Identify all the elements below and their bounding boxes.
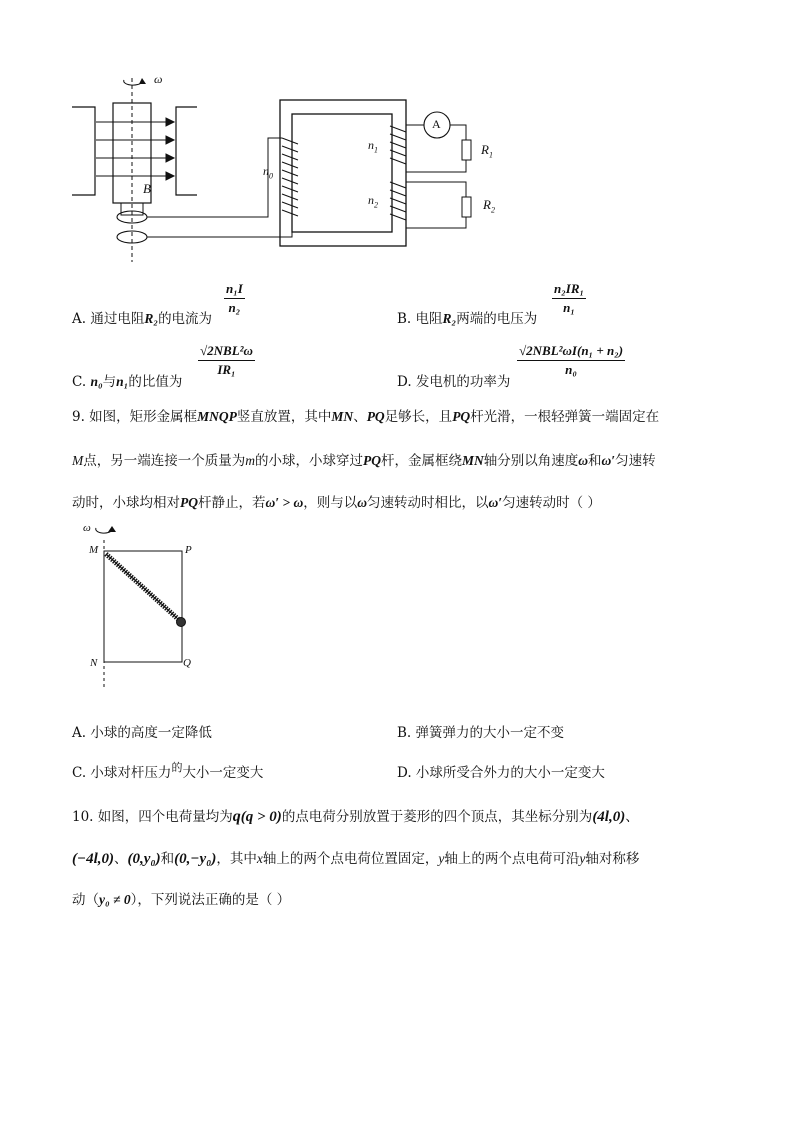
n1-label: $n_1$ <box>368 138 378 155</box>
q9-line-1: 9. 如图，矩形金属框MNQP竖直放置，其中MN、PQ足够长，且PQ杆光滑，一根轻弹簧一端固定在 <box>72 409 660 425</box>
option-8b: B. 电阻R₂两端的电压为 <box>397 311 538 327</box>
r2-label: $R_2$ <box>483 197 495 215</box>
option-8b-fraction: $\frac{\text{n₂IR₁}}{\text{n₁}}$ <box>554 281 585 315</box>
frame-q-label: Q <box>183 657 191 669</box>
option-8a-fraction: $\frac{\text{n₁I}}{\text{n₂}}$ <box>226 281 243 315</box>
option-8d: D. 发电机的功率为 <box>397 374 511 390</box>
option-9c: C. 小球对杆压力$^的$大小一定变大 <box>72 761 264 781</box>
frame-omega-label: ω <box>83 522 91 534</box>
ammeter-label: A <box>432 117 441 131</box>
frame-n-label: N <box>90 657 98 669</box>
q10-line-2: (−4l,0)、(0,y₀)和(0,−y₀)，其中x轴上的两个点电荷位置固定，y轴上的两个点电荷可沿y轴对称移 <box>72 851 640 867</box>
option-9a: A. 小球的高度一定降低 <box>72 725 212 741</box>
q10-line-3: 动（y₀ ≠ 0），下列说法正确的是（ ） <box>72 892 291 908</box>
q9-line-3: 动时，小球均相对PQ杆静止，若ω′ > ω，则与以ω匀速转动时相比，以ω′匀速转动时（ ） <box>72 495 601 511</box>
magnetic-field-label: B <box>143 181 151 196</box>
frame-p-label: P <box>185 544 192 556</box>
option-8d-fraction: √2NBL²ωI(n₁ + n₂) n₀ <box>519 343 624 377</box>
frame-m-label: M <box>89 544 99 556</box>
n2-label: $n_2$ <box>368 193 378 210</box>
n0-label: $n_0$ <box>263 164 273 181</box>
option-9d: D. 小球所受合外力的大小一定变大 <box>397 765 605 781</box>
option-8c-fraction: √2NBL²ω IR₁ <box>200 343 253 377</box>
q9-line-2: M点，另一端连接一个质量为m的小球，小球穿过PQ杆，金属框绕MN轴分别以角速度ω和ω′匀速转 <box>72 453 656 469</box>
omega-label: ω <box>154 72 163 86</box>
r1-label: $R_1$ <box>481 142 493 160</box>
option-8c: C. n₀与n₁的比值为 <box>72 374 183 390</box>
option-8a: A. 通过电阻R₂的电流为 <box>72 311 213 327</box>
option-9b: B. 弹簧弹力的大小一定不变 <box>397 725 565 741</box>
q10-line-1: 10. 如图，四个电荷量均为q(q > 0)的点电荷分别放置于菱形的四个顶点，其坐标分别为(4l,0)、 <box>72 808 639 825</box>
